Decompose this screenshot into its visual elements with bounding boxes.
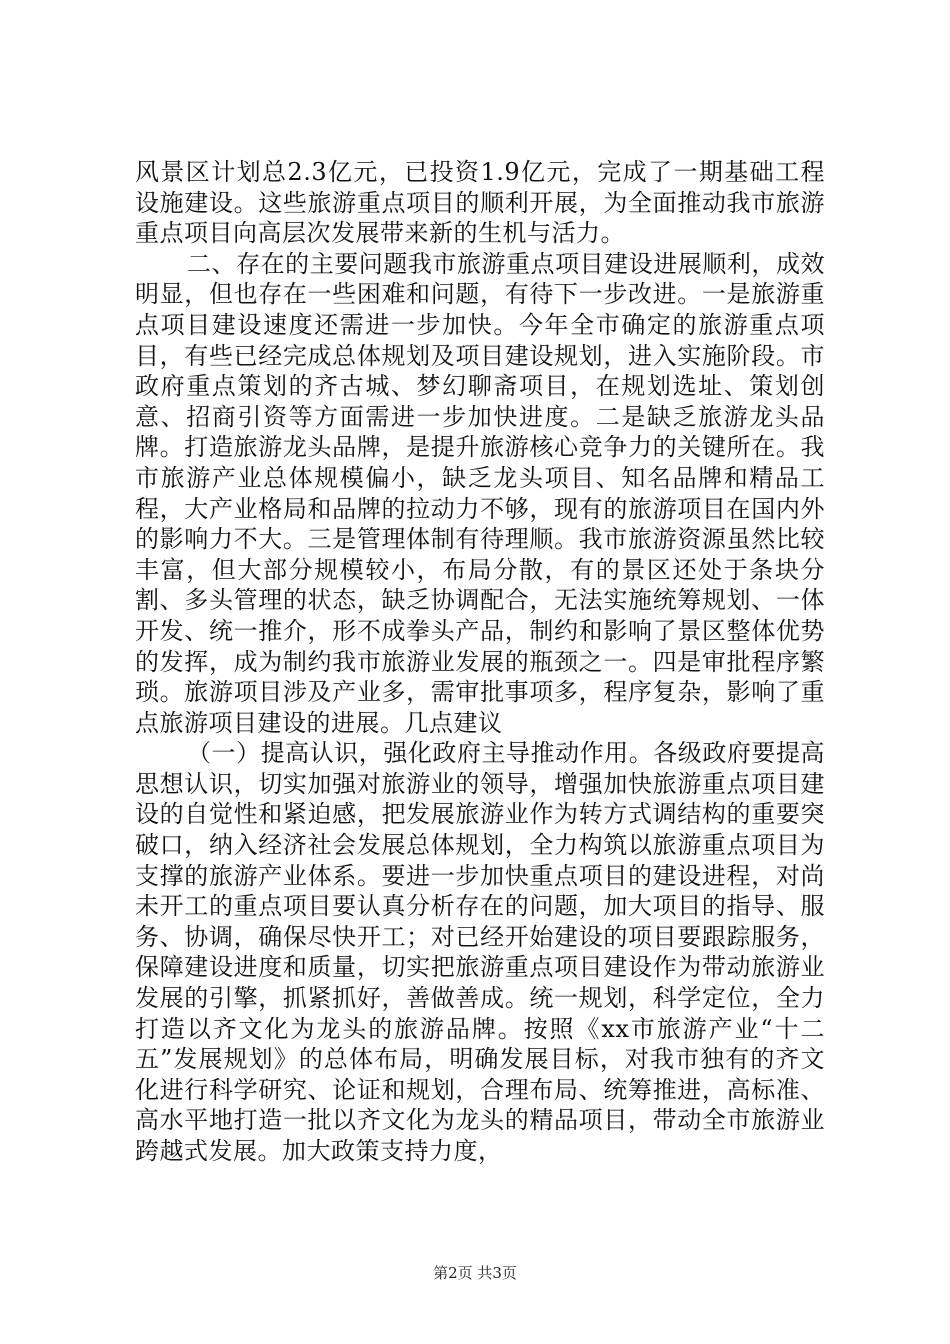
document-body xyxy=(135,157,825,1167)
paragraph-3: （一）提高认识，强化政府主导推动作用。各级政府要提高思想认识，切实加强对旅游业的领导，增强加快旅游重点项目建设的自觉性和紧迫感，把发展旅游业作为转方式调结构的重要突破口，纳入经济社会发展总体规划，全力构筑以旅游重点项目为支撑的旅游产业体系。要进一步加快重点项目的建设进程，对尚未开工的重点项目要认真分析存在的问题，加大项目的指导、服务、协调，确保尽快开工；对已经开始建设的项目要跟踪服务，保障建设进度和质量，切实把旅游重点项目建设作为带动旅游业发展的引擎，抓紧抓好，善做善成。统一规划，科学定位，全力打造以齐文化为龙头的旅游品牌。按照《xx市旅游产业“十二五”发展规划》的总体布局，明确发展目标，对我市独有的齐文化进行科学研究、论证和规划，合理布局、统筹推进，高标准、高水平地打造一批以齐文化为龙头的精品项目，带动全市旅游业跨越式发展。加大政策支持力度， xyxy=(135,739,825,1165)
paragraph-1: 风景区计划总2.3亿元，已投资1.9亿元，完成了一期基础工程设施建设。这些旅游重点项目的顺利开展，为全面推动我市旅游重点项目向高层次发展带来新的生机与活力。 xyxy=(135,158,825,248)
paragraph-2: 二、存在的主要问题我市旅游重点项目建设进展顺利，成效明显，但也存在一些困难和问题，有待下一步改进。一是旅游重点项目建设速度还需进一步加快。今年全市确定的旅游重点项目，有些已经完成总体规划及项目建设规划，进入实施阶段。市政府重点策划的齐古城、梦幻聊斋项目，在规划选址、策划创意、招商引资等方面需进一步加快进度。二是缺乏旅游龙头品牌。打造旅游龙头品牌，是提升旅游核心竞争力的关键所在。我市旅游产业总体规模偏小，缺乏龙头项目、知名品牌和精品工程，大产业格局和品牌的拉动力不够，现有的旅游项目在国内外的影响力不大。三是管理体制有待理顺。我市旅游资源虽然比较丰富，但大部分规模较小，布局分散，有的景区还处于条块分割、多头管理的状态，缺乏协调配合，无法实施统筹规划、一体开发、统一推介，形不成拳头产品，制约和影响了景区整体优势的发挥，成为制约我市旅游业发展的瓶颈之一。四是审批程序繁琐。旅游项目涉及产业多，需审批事项多，程序复杂，影响了重点旅游项目建设的进展。几点建议 xyxy=(135,249,825,737)
page-footer: 第2页 共3页 xyxy=(433,1264,517,1282)
